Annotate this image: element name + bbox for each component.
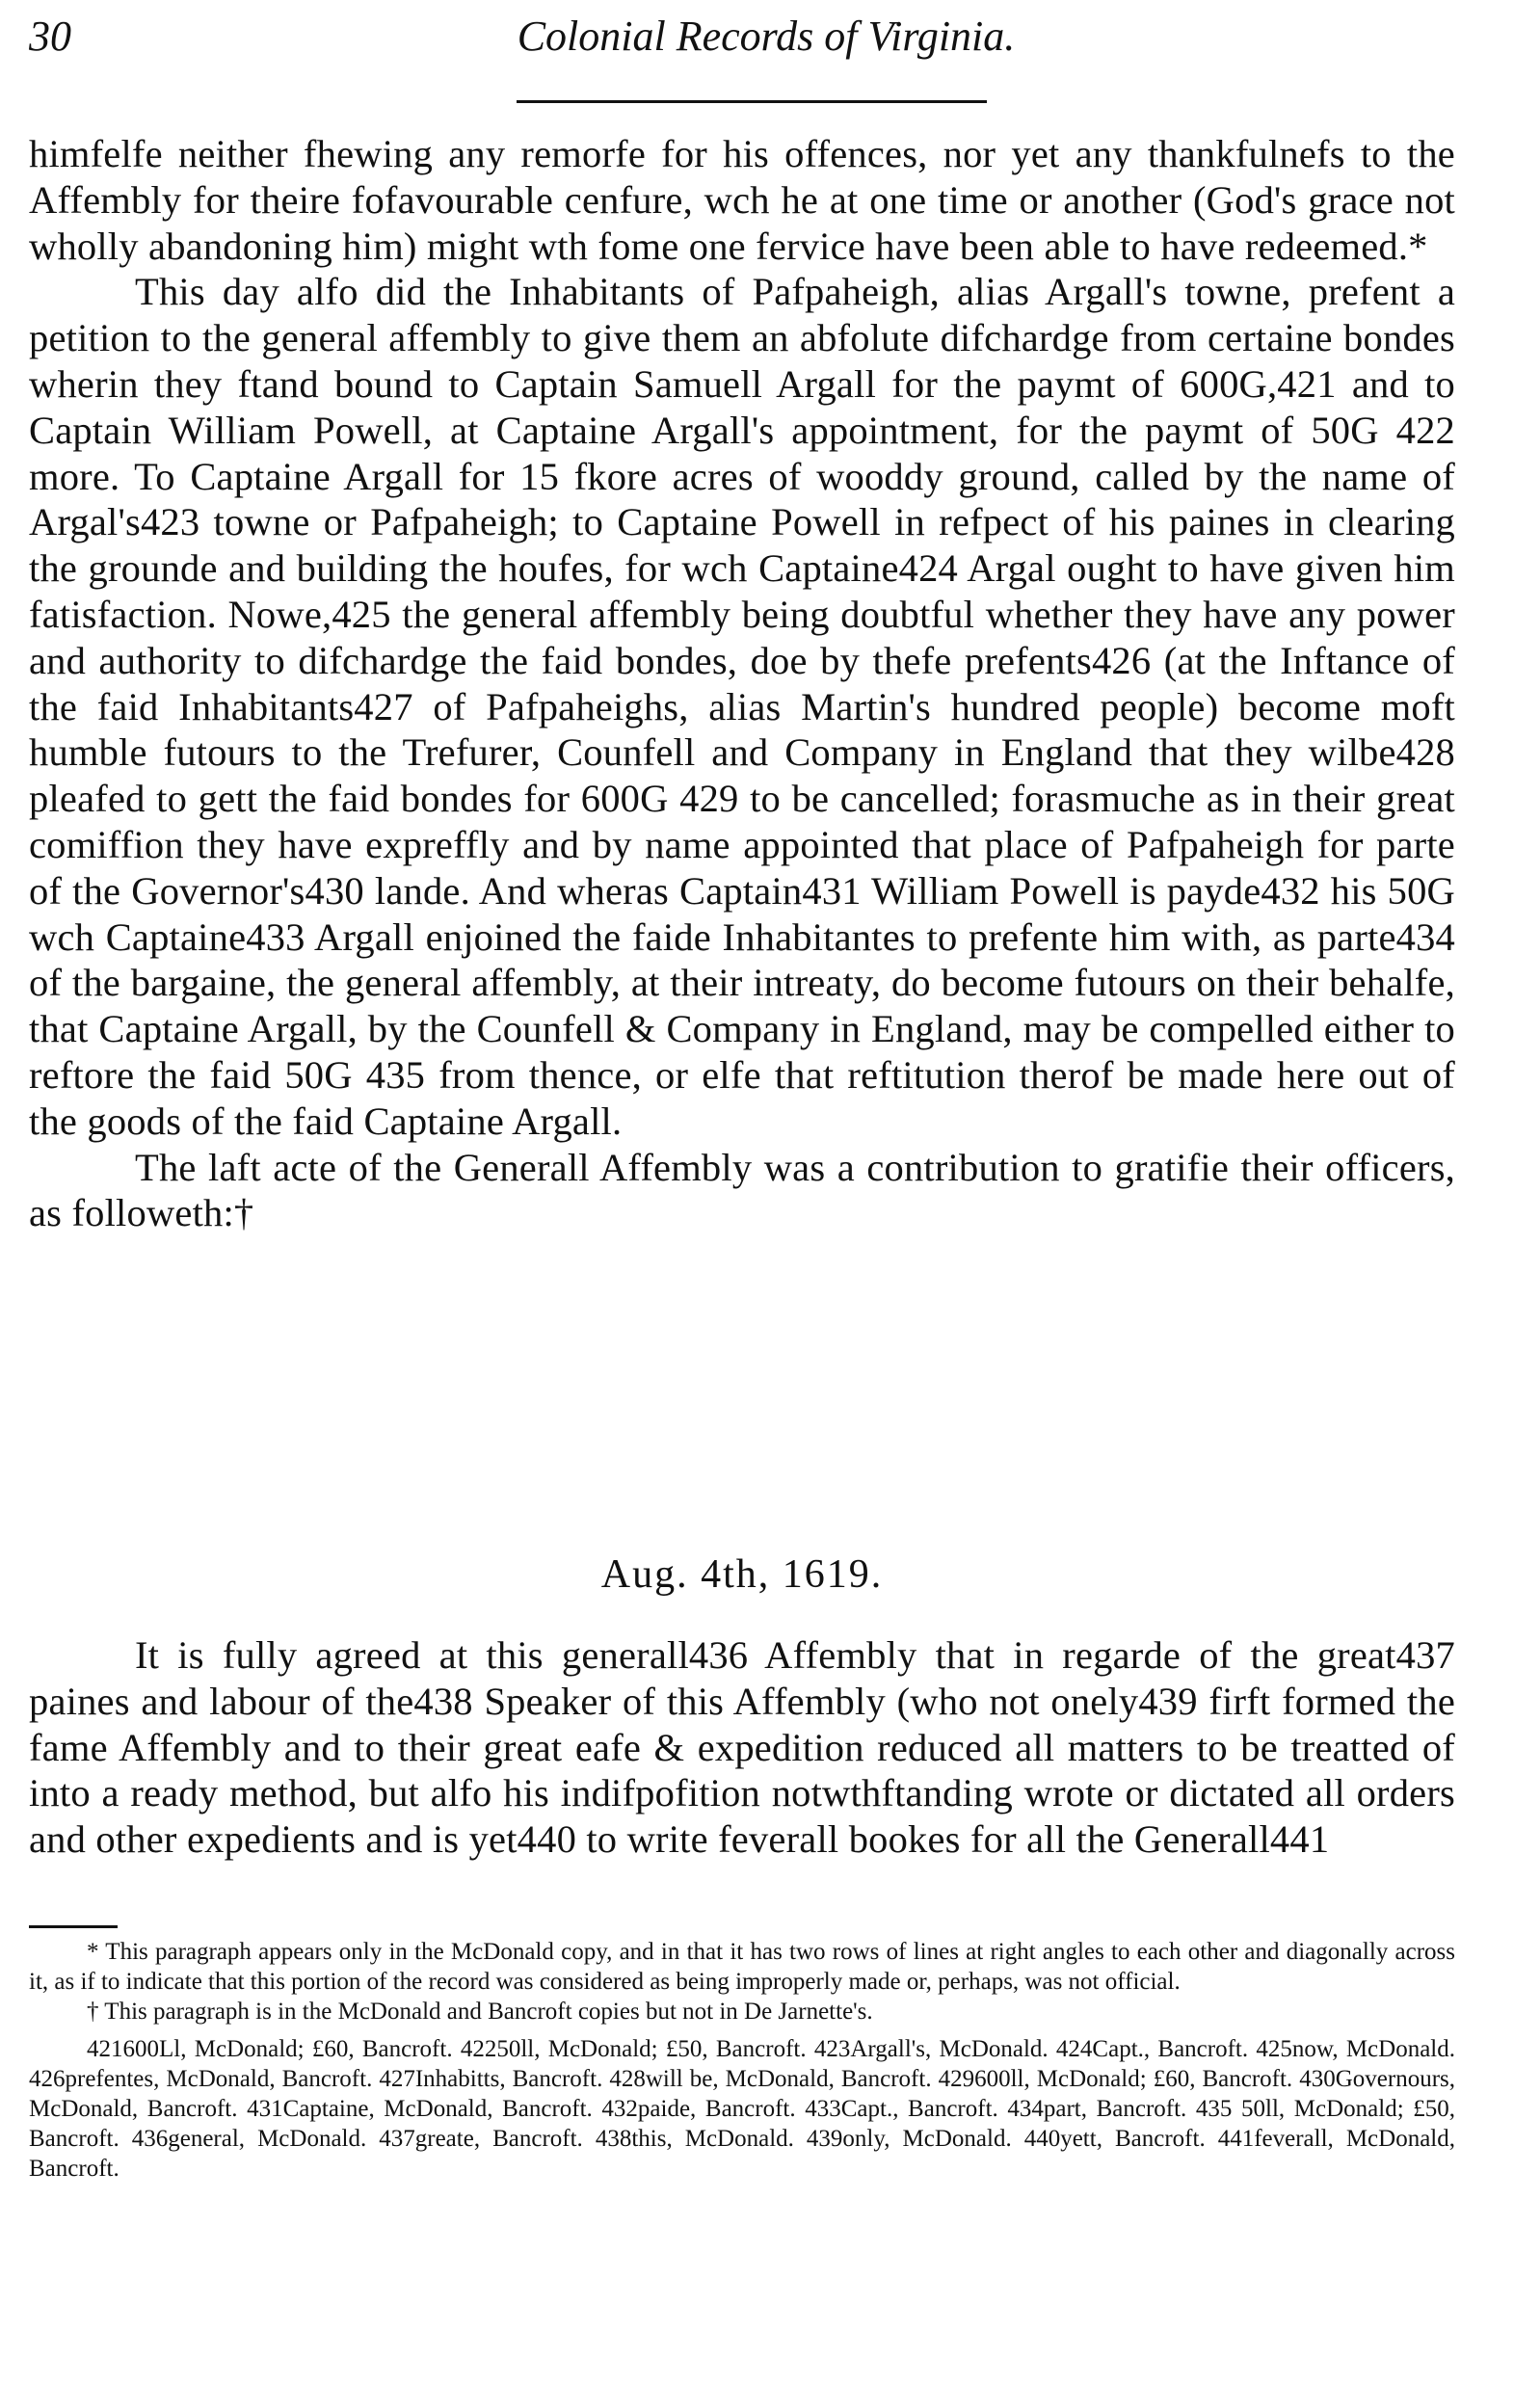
main-text-continued	[29, 1632, 1455, 1863]
paragraph-2: This day alfo did the Inhabitants of Pafpaheigh, alias Argall's towne, prefent a petition to the general affembly to give them an abfolute difchardge from certaine bondes wherin they ftand bound to Captain Samuell Argall for the paymt of 600G,421 and to Captain William Powell, at Captaine Argall's appointment, for the paymt of 50G 422 more. To Captaine Argall for 15 fkore acres of wooddy ground, called by the name of Argal's423 towne or Pafpaheigh; to Captaine Powell in refpect of his paines in clearing the grounde and building the houfes, for wch Captaine424 Argal ought to have given him fatisfaction. Nowe,425 the general affembly being doubtful whether they have any power and authority to difchardge the faid bondes, doe by thefe prefents426 (at the Inftance of the faid Inhabitants427 of Pafpaheighs, alias Martin's hundred people) become moft humble futours to the Trefurer, Counfell and Company in England that they wilbe428 pleafed to gett the faid bondes for 600G 429 to be cancelled; forasmuche as in their great comiffion they have expreffly and by name appointed that place of Pafpaheigh for parte of the Governor's430 lande. And wheras Captain431 William Powell is payde432 his 50G wch Captaine433 Argall enjoined the faide Inhabitantes to prefente him with, as parte434 of the bargaine, the general affembly, at their intreaty, do become futours on their behalfe, that Captaine Argall, by the Counfell & Company in England, may be compelled either to reftore the faid 50G 435 from thence, or elfe that reftitution therof be made here out of the goods of the faid Captaine Argall.	[29, 270, 1455, 1143]
date-heading: Aug. 4th, 1619.	[600, 1552, 884, 1597]
footnote-variants: 421600Ll, McDonald; £60, Bancroft. 42250ll, McDonald; £50, Bancroft. 423Argall's, McDonald. 424Capt., Bancroft. 425now, McDonald. 426prefentes, McDonald, Bancroft. 427Inhabitts, Bancroft. 428will be, McDonald, Bancroft. 429600ll, McDonald; £60, Bancroft. 430Governours, McDonald, Bancroft. 431Captaine, McDonald, Bancroft. 432paide, Bancroft. 433Capt., Bancroft. 434part, Bancroft. 435 50ll, McDonald; £50, Bancroft. 436general, McDonald. 437greate, Bancroft. 438this, McDonald. 439only, McDonald. 440yett, Bancroft. 441feverall, McDonald, Bancroft.	[29, 2036, 1455, 2182]
running-title: Colonial Records of Virginia.	[517, 13, 1016, 60]
page-header	[29, 8, 1503, 66]
footnote-dagger: † This paragraph is in the McDonald and Bancroft copies but not in De Jarnette's.	[87, 1999, 873, 2025]
paragraph-1: himfelfe neither fhewing any remorfe for his offences, nor yet any thankfulnefs to the Affembly for theire fofavourable cenfure, wch he at one time or another (God's grace not wholly abandoning him) might wth fome one fervice have been able to have redeemed.*	[29, 132, 1455, 268]
paragraph-4: It is fully agreed at this generall436 Affembly that in regarde of the great437 paines and labour of the438 Speaker of this Affembly (who not onely439 firft formed the fame Affembly and to their great eafe & expedition reduced all matters to be treatted of into a ready method, but alfo his indifpofition notwthftanding wrote or dictated all orders and other expedients and is yet440 to write feverall bookes for all the Generall441	[29, 1633, 1455, 1862]
footnote-asterisk: * This paragraph appears only in the McDonald copy, and in that it has two rows of lines at right angles to each other and diagonally across it, as if to indicate that this portion of the record was considered as being improperly made or, perhaps, was not official.	[29, 1939, 1455, 1995]
footnotes	[29, 1937, 1455, 2184]
page-number: 30	[29, 13, 71, 60]
paragraph-3: The laft acte of the Generall Affembly was a contribution to gratifie their officers, as followeth:†	[29, 1145, 1455, 1235]
footnote-divider	[29, 1925, 118, 1928]
main-text	[29, 131, 1455, 1236]
header-divider	[517, 100, 987, 103]
